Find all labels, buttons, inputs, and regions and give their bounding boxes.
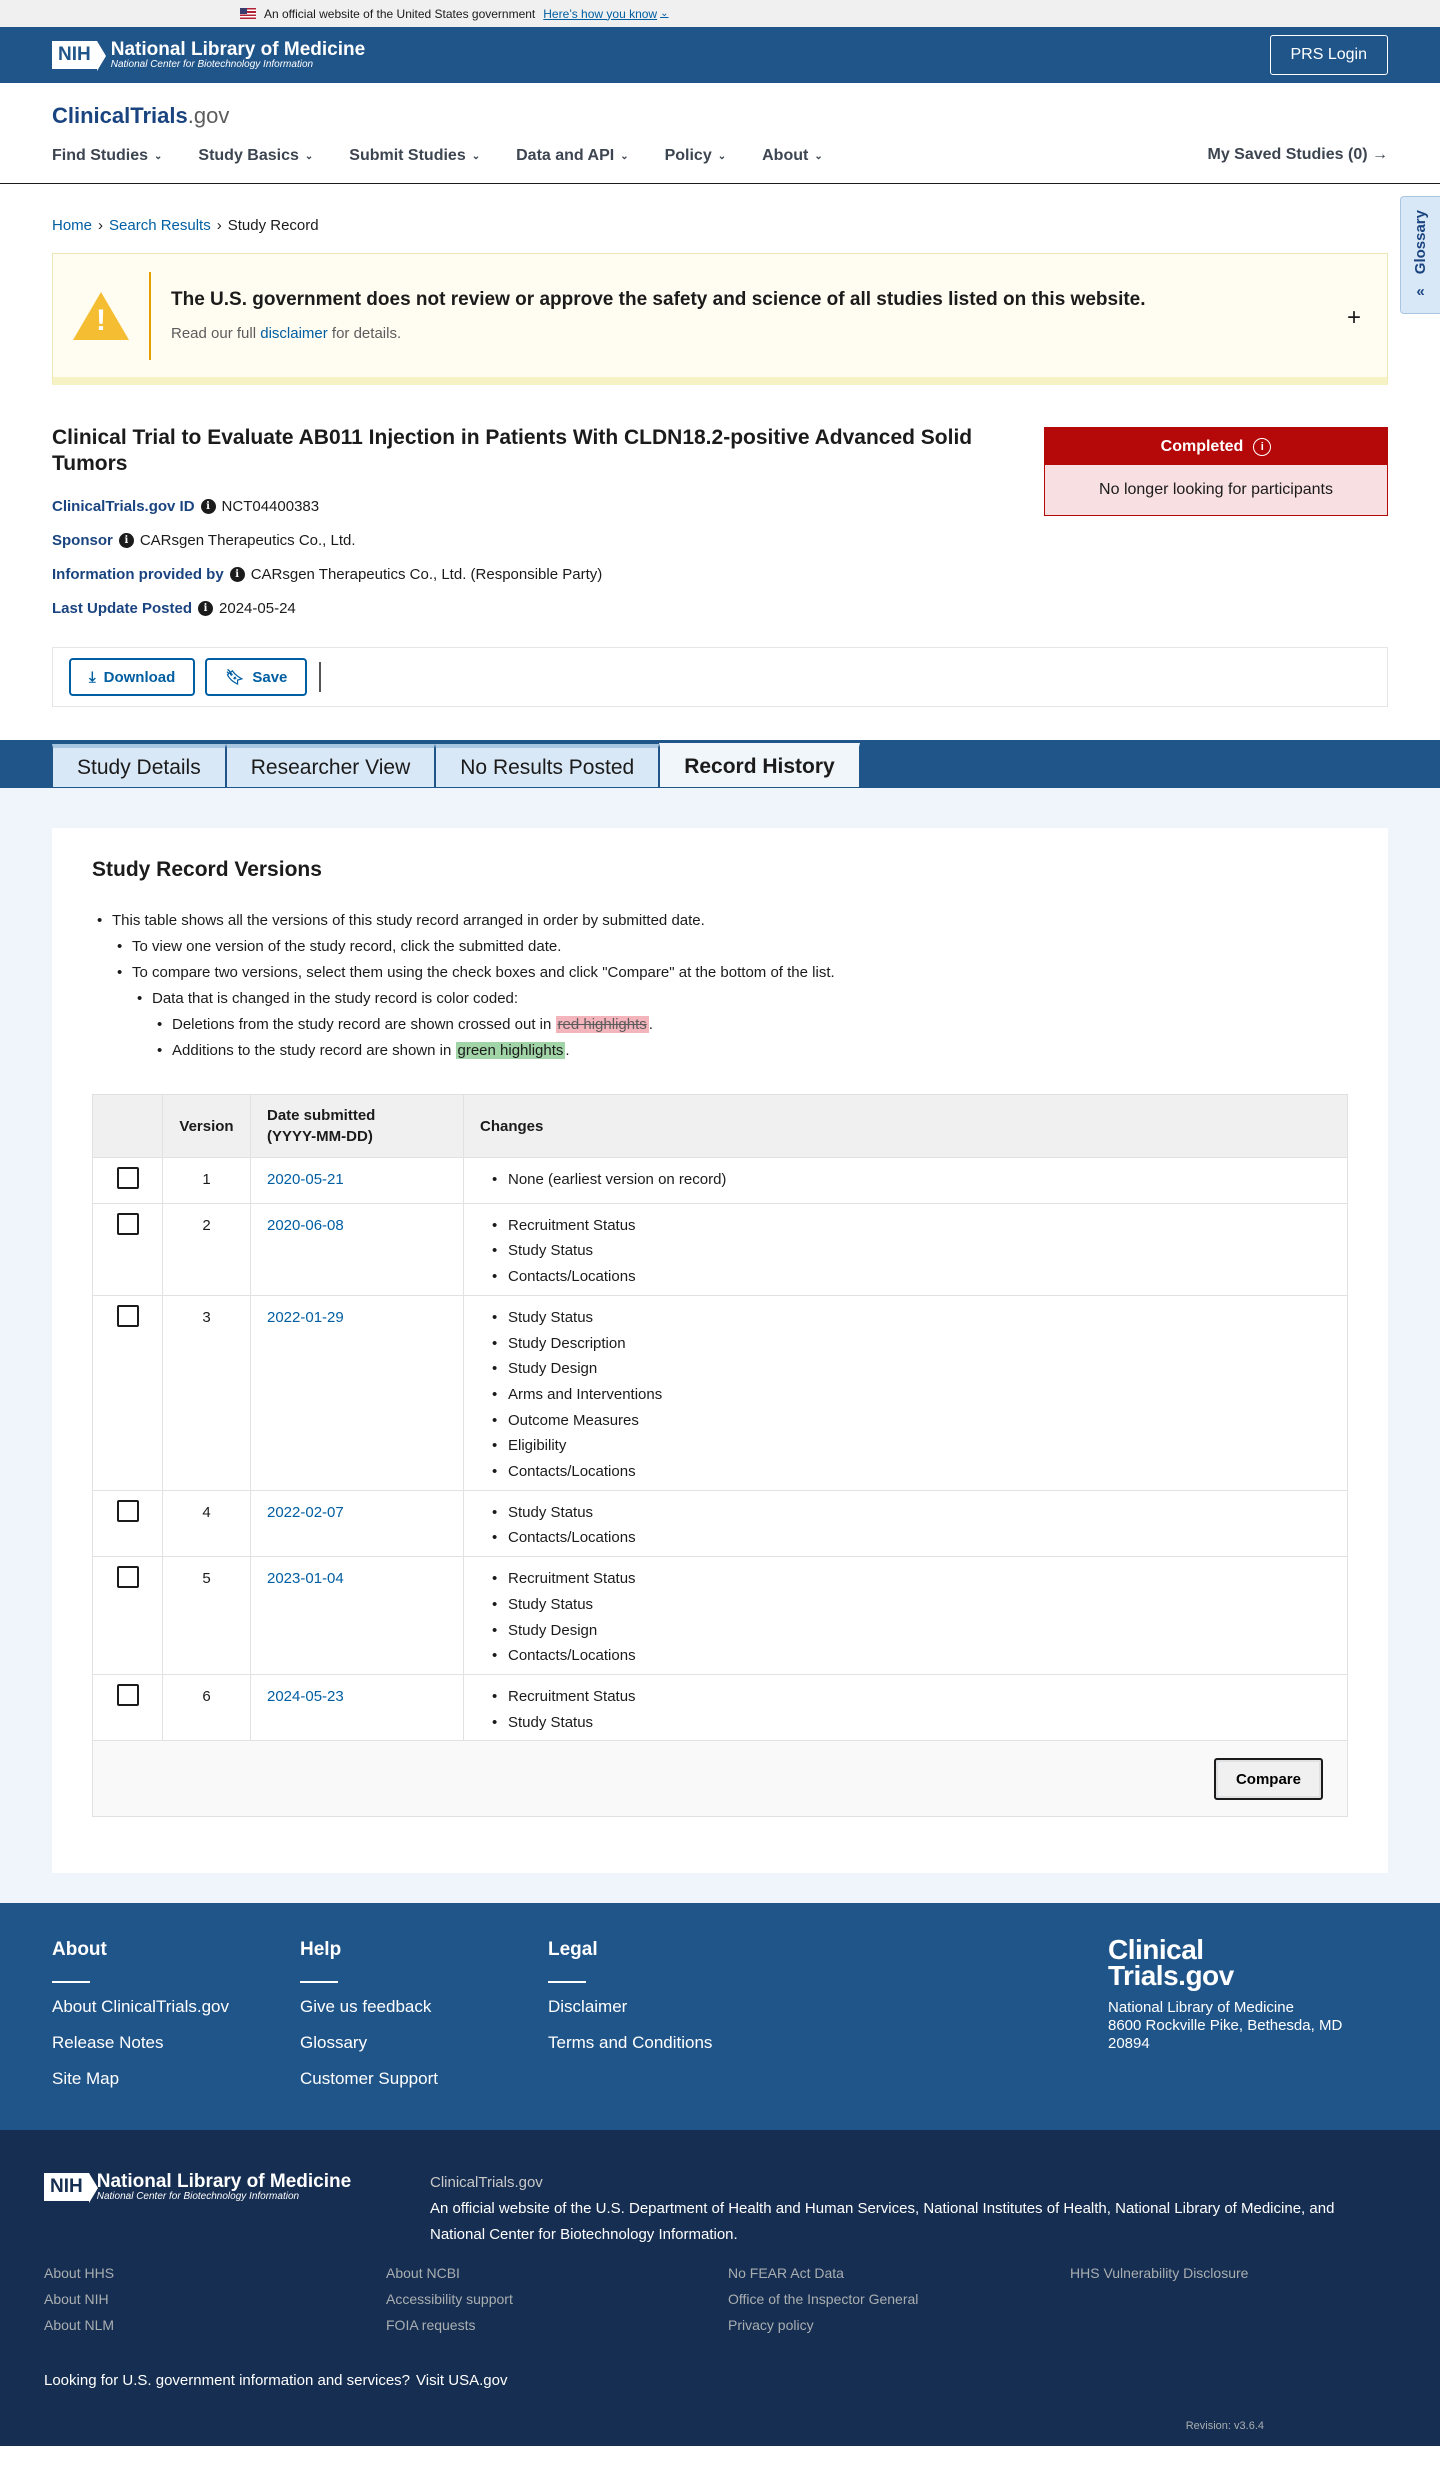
footer-logo-line1: Clinical [1108, 1934, 1204, 1966]
hhs-link[interactable]: U.S. Department of Health and Human Services [595, 2200, 915, 2218]
changes-list [480, 1500, 1331, 1551]
select-cell [93, 1203, 163, 1295]
footer-link[interactable]: Glossary [300, 2033, 368, 2053]
study-tabs [0, 740, 1440, 788]
nlm-text [97, 2172, 351, 2202]
tab-study-details[interactable]: Study Details [52, 744, 226, 788]
footer-top [0, 1903, 1440, 2130]
nav-label: Find Studies [52, 147, 148, 164]
instruction-item [152, 1038, 1348, 1064]
change-item: • Contacts/Locations [480, 1264, 1331, 1290]
save-label: Save [252, 668, 288, 686]
versions-table [92, 1094, 1348, 1817]
nav-policy[interactable] [665, 147, 727, 165]
instruction-item: • Data that is changed in the study record is color coded: [132, 986, 1348, 1012]
version-date-link[interactable]: 2024-05-23 [267, 1687, 344, 1705]
changes-list [480, 1684, 1331, 1735]
version-date-link[interactable]: 2022-02-07 [267, 1503, 344, 1521]
footer-nih-logo[interactable] [44, 2172, 351, 2202]
bookmark-icon: 🔖︎ [225, 669, 245, 686]
footer-link[interactable]: Give us feedback [300, 1997, 432, 2017]
footer-org: National Library of Medicine [1108, 1999, 1294, 2017]
prs-login-button[interactable]: PRS Login [1270, 35, 1389, 75]
table-row [93, 1674, 1348, 1740]
footer-site-name: ClinicalTrials.gov [430, 2174, 543, 2192]
footer-link[interactable]: Site Map [52, 2069, 120, 2089]
changes-cell [464, 1490, 1348, 1556]
footer-bottom [0, 2130, 1440, 2446]
nlm-name: National Library of Medicine [96, 2171, 352, 2193]
site-logo[interactable] [52, 83, 1388, 129]
breadcrumb-search-results[interactable]: Search Results [109, 216, 211, 234]
breadcrumb [0, 184, 1440, 244]
version-checkbox[interactable] [117, 1213, 139, 1235]
nav-submit-studies[interactable] [349, 147, 480, 165]
saved-studies-link[interactable] [1208, 146, 1389, 164]
chevron-down-icon: ⌄ [660, 8, 669, 19]
date-cell [251, 1490, 464, 1556]
nav-data-api[interactable] [516, 147, 628, 165]
main-nav [52, 147, 1388, 165]
footer-address: 8600 Rockville Pike, Bethesda, MD 20894 [1108, 2017, 1343, 2053]
col-changes: Changes [464, 1095, 1348, 1158]
version-date-link[interactable]: 2023-01-04 [267, 1570, 344, 1588]
download-button[interactable] [69, 658, 195, 696]
footer-legal-col [548, 1939, 712, 2069]
nih-logo-box: NIH [52, 41, 97, 69]
nav-label: About [762, 147, 809, 164]
footer-bottom-link[interactable]: FOIA requests [386, 2317, 476, 2334]
col-select [93, 1095, 163, 1158]
meta-last-update [52, 601, 1388, 616]
change-item: • Study Design [480, 1356, 1331, 1382]
change-item: • Study Status [480, 1238, 1331, 1264]
chevron-right-icon: › [98, 216, 104, 234]
footer-bottom-links [44, 2265, 1412, 2333]
change-item: • Contacts/Locations [480, 1525, 1331, 1551]
alert-body-pre: Read our full [171, 325, 257, 342]
how-you-know-link[interactable] [543, 7, 668, 21]
table-row [93, 1203, 1348, 1295]
nav-about[interactable] [762, 147, 823, 165]
date-cell [251, 1557, 464, 1675]
versions-card [52, 828, 1388, 1873]
footer-link[interactable]: Terms and Conditions [548, 2033, 713, 2053]
chevron-down-icon: ⌄ [814, 150, 823, 162]
change-item: • Study Status [480, 1305, 1331, 1331]
changes-cell [464, 1158, 1348, 1204]
meta-info-value: CARsgen Therapeutics Co., Ltd. (Responsible Party) [250, 566, 603, 583]
disclaimer-link[interactable]: disclaimer [260, 325, 328, 342]
tab-record-history[interactable]: Record History [659, 743, 860, 788]
compare-button[interactable]: Compare [1214, 1758, 1323, 1800]
change-item: • Study Status [480, 1592, 1331, 1618]
changes-cell [464, 1557, 1348, 1675]
meta-sponsor-value: CARsgen Therapeutics Co., Ltd. [139, 532, 356, 549]
nav-label: Policy [664, 147, 712, 164]
breadcrumb-current: Study Record [227, 216, 319, 234]
instruction-item: • This table shows all the versions of this study record arranged in order by submitted date. [92, 908, 1348, 934]
footer-rule [548, 1981, 586, 1983]
nav-label: Study Basics [198, 147, 299, 164]
change-item: • Recruitment Status [480, 1213, 1331, 1239]
footer-bottom-link[interactable]: Privacy policy [728, 2317, 814, 2334]
version-number: 3 [163, 1295, 251, 1490]
version-date-link[interactable]: 2022-01-29 [267, 1308, 344, 1326]
alert-body [171, 325, 1146, 342]
change-item: • Contacts/Locations [480, 1459, 1331, 1485]
ncbi-name: National Center for Biotechnology Information [96, 2191, 300, 2203]
chevron-right-icon: › [216, 216, 222, 234]
info-icon[interactable]: i [119, 533, 134, 548]
nih-header [0, 27, 1440, 83]
table-row [93, 1295, 1348, 1490]
meta-id-value: NCT04400383 [221, 498, 320, 515]
meta-info-label: Information provided by [52, 566, 224, 583]
footer-bottom-link[interactable]: HHS Vulnerability Disclosure [1070, 2265, 1249, 2282]
alert-body-post: for details. [331, 325, 402, 342]
meta-id-label: ClinicalTrials.gov ID [52, 498, 195, 515]
table-row [93, 1158, 1348, 1204]
ncbi-name: National Center for Biotechnology Information [110, 59, 314, 70]
meta-sponsor [52, 533, 1388, 548]
nlm-name: National Library of Medicine [110, 39, 366, 60]
change-item: • Recruitment Status [480, 1684, 1331, 1710]
footer-logo-line2: Trials.gov [1108, 1960, 1234, 1992]
nav-study-basics[interactable] [198, 147, 313, 165]
version-checkbox[interactable] [117, 1167, 139, 1189]
period: . [565, 1042, 570, 1059]
info-icon[interactable]: i [230, 567, 245, 582]
footer-link[interactable]: Release Notes [52, 2033, 164, 2053]
nlm-text [111, 40, 365, 70]
revision-text: Revision: v3.6.4 [1185, 2420, 1264, 2433]
select-cell [93, 1490, 163, 1556]
footer-about-title: About [52, 1939, 107, 1961]
info-circle-icon[interactable]: i [1253, 438, 1271, 456]
info-icon[interactable]: i [201, 499, 216, 514]
change-item: • Study Description [480, 1331, 1331, 1357]
usa-gov-line [44, 2372, 507, 2389]
status-label: Completed [1160, 437, 1244, 455]
date-cell [251, 1203, 464, 1295]
download-icon: ⤓ [89, 668, 96, 686]
version-number: 5 [163, 1557, 251, 1675]
footer-help-title: Help [300, 1939, 342, 1961]
tab-researcher-view[interactable]: Researcher View [226, 744, 436, 788]
official-pre: An official website of the [430, 2200, 592, 2218]
status-badge [1045, 428, 1387, 465]
version-checkbox[interactable] [117, 1305, 139, 1327]
change-item: • Outcome Measures [480, 1408, 1331, 1434]
footer-link[interactable]: About ClinicalTrials.gov [52, 1997, 229, 2017]
footer-rule [52, 1981, 90, 1983]
select-cell [93, 1557, 163, 1675]
footer-link[interactable]: Customer Support [300, 2069, 438, 2089]
footer-about-col [52, 1939, 229, 2105]
change-item: • None (earliest version on record) [480, 1167, 1331, 1193]
us-flag-icon [240, 8, 256, 19]
date-cell [251, 1674, 464, 1740]
nlm-link[interactable]: National Library of Medicine [1115, 2200, 1302, 2218]
changes-cell [464, 1203, 1348, 1295]
changes-list [480, 1305, 1331, 1485]
nav-find-studies[interactable] [52, 147, 162, 165]
chevron-down-icon: ⌄ [717, 150, 727, 162]
version-number: 6 [163, 1674, 251, 1740]
meta-update-label: Last Update Posted [52, 600, 193, 617]
footer-bottom-link[interactable]: About NCBI [386, 2265, 460, 2282]
version-number: 1 [163, 1158, 251, 1204]
study-actions [52, 647, 1388, 707]
actions-divider [319, 662, 321, 692]
chevron-down-icon: ⌄ [304, 150, 314, 162]
version-checkbox[interactable] [117, 1684, 139, 1706]
change-item: • Arms and Interventions [480, 1382, 1331, 1408]
glossary-tab[interactable] [1400, 196, 1440, 314]
gov-banner [0, 0, 1440, 27]
warning-icon: ! [53, 292, 149, 340]
and-text: and [1309, 2200, 1335, 2218]
nav-label: Data and API [516, 147, 615, 164]
ncbi-link[interactable]: National Center for Biotechnology Information [430, 2226, 734, 2244]
saved-studies-label: My Saved Studies (0) [1207, 146, 1368, 163]
version-number: 2 [163, 1203, 251, 1295]
changes-list [480, 1167, 1331, 1193]
usa-gov-link[interactable]: Visit USA.gov [416, 2372, 508, 2390]
version-date-link[interactable]: 2020-06-08 [267, 1216, 344, 1234]
info-icon[interactable]: i [198, 601, 213, 616]
period: . [648, 1016, 653, 1033]
nav-label: Submit Studies [349, 147, 466, 164]
change-item: • Study Design [480, 1618, 1331, 1644]
footer-bottom-link[interactable]: Accessibility support [386, 2291, 513, 2308]
study-header [0, 385, 1440, 647]
double-chevron-left-icon: « [1416, 282, 1425, 300]
col-date [251, 1095, 464, 1158]
breadcrumb-home[interactable]: Home [52, 216, 93, 234]
change-item: • Eligibility [480, 1433, 1331, 1459]
select-cell [93, 1295, 163, 1490]
expand-plus-icon[interactable]: + [1346, 304, 1361, 331]
col-date-line1: Date submitted [267, 1107, 376, 1124]
footer-bottom-link[interactable]: Office of the Inspector General [728, 2291, 919, 2308]
col-date-line2: (YYYY-MM-DD) [267, 1128, 373, 1145]
green-highlight-sample: green highlights [457, 1042, 564, 1059]
nih-logo[interactable] [52, 40, 365, 70]
meta-sponsor-label: Sponsor [52, 532, 113, 549]
date-cell [251, 1158, 464, 1204]
study-title: Clinical Trial to Evaluate AB011 Injection in Patients With CLDN18.2-positive Advanced Solid Tumors [52, 426, 973, 475]
site-logo-gov: .gov [187, 103, 230, 128]
footer-ct-logo[interactable] [1108, 1934, 1358, 2053]
chevron-down-icon: ⌄ [471, 150, 481, 162]
deletion-text: Deletions from the study record are shown crossed out in [172, 1016, 552, 1033]
version-checkbox[interactable] [117, 1566, 139, 1588]
table-row [93, 1490, 1348, 1556]
save-button[interactable] [205, 658, 307, 696]
select-cell [93, 1674, 163, 1740]
official-line: An official website of the U.S. Department of Health and Human Services, National Institutes of Health, National Library of Medicine, and National Center for Biotechnology Information. [430, 2200, 1335, 2244]
how-you-know-label: Here’s how you know [543, 6, 658, 21]
footer-bottom-link[interactable]: No FEAR Act Data [728, 2265, 844, 2282]
glossary-label: Glossary [1412, 210, 1429, 275]
date-cell [251, 1295, 464, 1490]
footer-bottom-empty [1070, 2291, 1412, 2307]
changes-list [480, 1213, 1331, 1290]
footer-help-col [300, 1939, 438, 2105]
nih-logo-box: NIH [44, 2173, 89, 2201]
table-row [93, 1557, 1348, 1675]
footer-bottom-link[interactable]: About NLM [44, 2317, 115, 2334]
table-footer [93, 1741, 1348, 1817]
alert-title: The U.S. government does not review or approve the safety and science of all studies listed on this website. [171, 289, 1146, 310]
change-item: • Study Status [480, 1500, 1331, 1526]
site-logo-main: ClinicalTrials [52, 103, 188, 128]
arrow-right-icon: → [1372, 146, 1388, 163]
footer-legal-title: Legal [548, 1939, 598, 1961]
changes-cell [464, 1295, 1348, 1490]
footer-link[interactable]: Disclaimer [548, 1997, 628, 2017]
versions-title: Study Record Versions [92, 858, 322, 881]
red-highlight-sample: red highlights [557, 1016, 647, 1033]
nih-link[interactable]: National Institutes of Health [923, 2200, 1107, 2218]
tab-no-results-posted[interactable]: No Results Posted [435, 744, 659, 788]
alert-divider [149, 272, 151, 360]
footer-rule [300, 1981, 338, 1983]
version-number: 4 [163, 1490, 251, 1556]
col-version: Version [163, 1095, 251, 1158]
change-item: • Recruitment Status [480, 1566, 1331, 1592]
chevron-down-icon: ⌄ [620, 150, 629, 162]
disclaimer-alert [52, 253, 1388, 385]
gov-banner-text: An official website of the United States government [264, 6, 536, 21]
site-header [0, 83, 1440, 184]
instruction-item: • To view one version of the study record, click the submitted date. [112, 934, 1348, 960]
meta-info-provider [52, 567, 1388, 582]
download-label: Download [103, 668, 176, 686]
changes-list [480, 1566, 1331, 1669]
instruction-item: • To compare two versions, select them using the check boxes and click "Compare" at the bottom of the list. [112, 960, 1348, 986]
footer-bottom-link[interactable]: About HHS [44, 2265, 115, 2282]
status-description: No longer looking for participants [1045, 465, 1387, 515]
select-cell [93, 1158, 163, 1204]
addition-text: Additions to the study record are shown in [172, 1042, 452, 1059]
official-website-text [430, 2170, 1370, 2248]
status-box [1044, 427, 1388, 516]
record-history-section [0, 788, 1440, 1903]
change-item: • Study Status [480, 1710, 1331, 1736]
chevron-down-icon: ⌄ [154, 150, 163, 162]
changes-cell [464, 1674, 1348, 1740]
version-date-link[interactable]: 2020-05-21 [267, 1171, 344, 1188]
version-checkbox[interactable] [117, 1500, 139, 1522]
instruction-item [152, 1012, 1348, 1038]
meta-update-value: 2024-05-24 [219, 600, 296, 617]
footer-bottom-link[interactable]: About NIH [44, 2291, 109, 2308]
usa-pre: Looking for U.S. government information and services? [44, 2372, 411, 2390]
versions-instructions [92, 908, 1348, 1064]
change-item: • Contacts/Locations [480, 1643, 1331, 1669]
